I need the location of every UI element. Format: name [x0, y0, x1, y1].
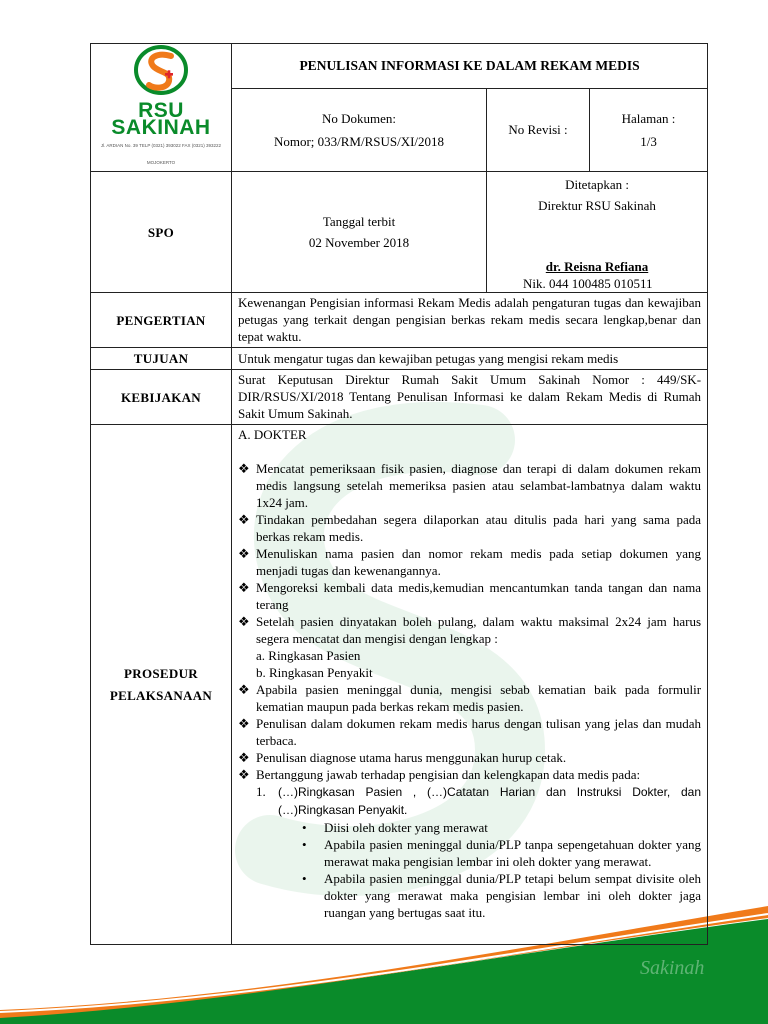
dot-item: [302, 870, 701, 921]
list-item-text: Menuliskan nama pasien dan nomor rekam medis pada setiap dokumen yang menjadi tugas dan kewenangannya.: [256, 546, 702, 578]
logo-text: RSU SAKINAH: [111, 99, 211, 139]
document-title: PENULISAN INFORMASI KE DALAM REKAM MEDIS: [232, 44, 708, 89]
prosedur-label-line2: PELAKSANAAN: [109, 687, 213, 703]
numbered-text: (…)Ringkasan Pasien , (…)Catatan Harian dan Instruksi Dokter, dan (…)Ringkasan Penyakit.: [278, 785, 702, 817]
numbered-mark: 1.: [256, 784, 266, 799]
numbered-item: [238, 783, 701, 819]
dot-bullet-icon: •: [302, 871, 307, 886]
tujuan-label: TUJUAN: [91, 348, 232, 370]
diamond-bullet-icon: ❖: [238, 580, 250, 595]
revision-label: No Revisi :: [487, 88, 590, 171]
spo-table: [90, 43, 708, 945]
diamond-bullet-icon: ❖: [238, 512, 250, 527]
tujuan-text: Untuk mengatur tugas dan kewajiban petugas yang mengisi rekam medis: [232, 348, 708, 370]
prosedur-list: [238, 460, 701, 783]
list-item: [238, 715, 701, 749]
approval-cell: [487, 172, 708, 293]
kebijakan-text: Surat Keputusan Direktur Rumah Sakit Umum Sakinah Nomor : 449/SK-DIR/RSUS/XI/2018 Tentang Penulisan Informasi ke dalam Rekam Medis di Rumah Sakit Umum Sakinah.: [232, 370, 708, 425]
diamond-bullet-icon: ❖: [238, 750, 250, 765]
diamond-bullet-icon: ❖: [238, 682, 250, 697]
issue-label: Tanggal terbit: [322, 214, 396, 229]
dot-item: [302, 836, 701, 870]
issue-date: 02 November 2018: [308, 235, 410, 250]
spo-label: SPO: [91, 172, 232, 293]
dot-bullet-icon: •: [302, 837, 307, 852]
logo-subtext: Jl. ARDIAN No. 39 TELP (0321) 393022 FAX (0321) 393222 MOJOKERTO: [100, 143, 222, 165]
list-item-text: Setelah pasien dinyatakan boleh pulang, dalam waktu maksimal 2x24 jam harus segera mencatat dan mengisi dengan lengkap :: [256, 614, 702, 646]
dot-item-text: Apabila pasien meninggal dunia/PLP tetapi belum sempat divisite oleh dokter yang merawat maka pengisian lembar ini oleh dokter jaga ruangan yang bertugas saat itu.: [324, 871, 702, 920]
sub-item-b: b. Ringkasan Penyakit: [256, 665, 373, 680]
page-value: 1/3: [640, 133, 657, 149]
list-item: [238, 511, 701, 545]
sub-item-a: a. Ringkasan Pasien: [256, 648, 361, 663]
kebijakan-label: KEBIJAKAN: [91, 370, 232, 425]
list-item: [238, 579, 701, 613]
list-item-text: Mengoreksi kembali data medis,kemudian mencantumkan tanda tangan dan nama terang: [256, 580, 702, 612]
logo-cell: [91, 44, 232, 172]
doc-number-label: No Dokumen:: [321, 110, 397, 126]
footer-watermark-text: Sakinah: [640, 957, 705, 979]
prosedur-content: [232, 425, 708, 945]
rsu-sakinah-logo-icon: [133, 44, 189, 96]
list-item-text: Penulisan dalam dokumen rekam medis harus dengan tulisan yang jelas dan mudah terbaca.: [256, 716, 702, 748]
set-label: Ditetapkan :: [565, 177, 629, 192]
issue-cell: [232, 172, 487, 293]
dot-list: [238, 819, 701, 921]
dot-bullet-icon: •: [302, 820, 307, 835]
pengertian-label: PENGERTIAN: [91, 293, 232, 348]
list-item-text: Mencatat pemeriksaan fisik pasien, diagnose dan terapi di dalam dokumen rekam medis langsung setelah memeriksa pasien atau selambat-lambatnya dalam waktu 1x24 jam.: [256, 461, 702, 510]
list-item: [238, 749, 701, 766]
prosedur-label-line1: PROSEDUR: [124, 665, 198, 681]
prosedur-label: [91, 425, 232, 945]
dot-item-text: Diisi oleh dokter yang merawat: [324, 820, 488, 835]
list-item-text: Apabila pasien meninggal dunia, mengisi sebab kematian baik pada formulir kematian maupun pada berkas rekam medis pasien.: [256, 682, 702, 714]
list-item-text: Bertanggung jawab terhadap pengisian dan kelengkapan data medis pada:: [256, 767, 641, 782]
list-item: [238, 681, 701, 715]
page-cell: [590, 88, 708, 171]
signer-name: dr. Reisna Refiana: [545, 259, 649, 274]
doc-number-value: Nomor; 033/RM/RSUS/XI/2018: [273, 133, 445, 149]
pengertian-text: Kewenangan Pengisian informasi Rekam Medis adalah pengaturan tugas dan kewajiban petugas yang terkait dengan pengisian berkas rekam medis secara lengkap,benar dan tepat waktu.: [232, 293, 708, 348]
dot-item-text: Apabila pasien meninggal dunia/PLP tanpa sepengetahuan dokter yang merawat maka pengisian lembar ini oleh dokter yang merawat.: [324, 837, 702, 869]
signer-nik: Nik. 044 100485 010511: [523, 276, 653, 291]
set-by: Direktur RSU Sakinah: [538, 198, 656, 213]
dot-item: [302, 819, 701, 836]
list-item-text: Penulisan diagnose utama harus menggunakan hurup cetak.: [256, 750, 567, 765]
list-item: [238, 460, 701, 511]
diamond-bullet-icon: ❖: [238, 546, 250, 561]
diamond-bullet-icon: ❖: [238, 461, 250, 476]
list-item: [238, 545, 701, 579]
page-label: Halaman :: [621, 110, 676, 126]
diamond-bullet-icon: ❖: [238, 716, 250, 731]
list-item: [238, 766, 701, 783]
doc-number-cell: [232, 88, 487, 171]
diamond-bullet-icon: ❖: [238, 767, 250, 782]
list-item: [238, 613, 701, 681]
diamond-bullet-icon: ❖: [238, 614, 250, 629]
list-item-text: Tindakan pembedahan segera dilaporkan atau ditulis pada hari yang sama pada berkas rekam medis.: [256, 512, 702, 544]
prosedur-heading: A. DOKTER: [238, 427, 307, 442]
